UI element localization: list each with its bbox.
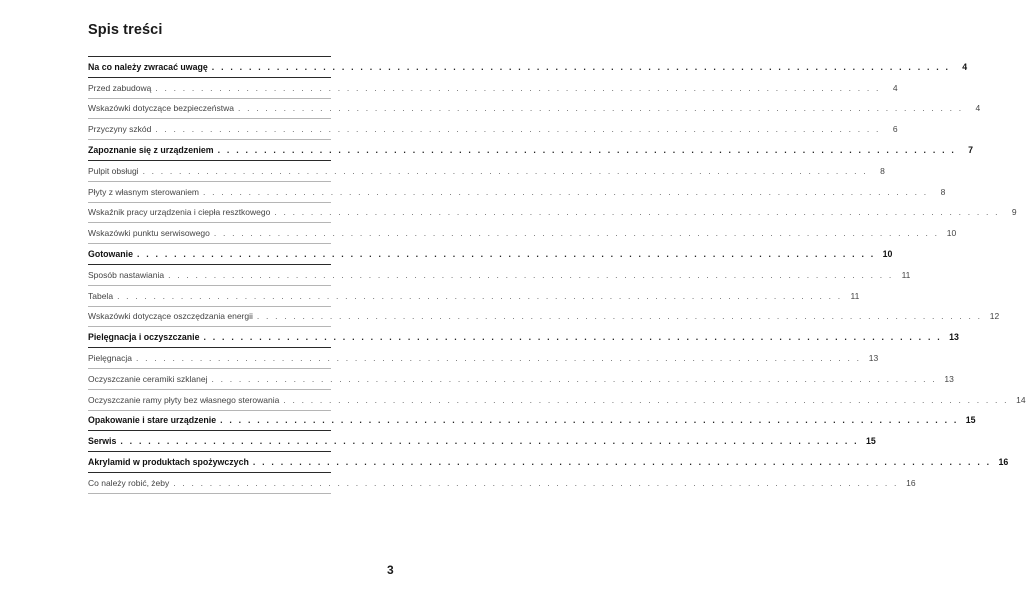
toc-entry-label: Wskazówki dotyczące bezpieczeństwa <box>88 103 234 114</box>
dot-leader: . . . . . . . . . . . . . . . . . . . . . . . . . . . . . . . . . . . . . . . . . . . . . . . . . . . . . . . . . . . . . . . . . . . . . . . . . . . . . . . . <box>237 103 964 114</box>
dot-leader: . . . . . . . . . . . . . . . . . . . . . . . . . . . . . . . . . . . . . . . . . . . . . . . . . . . . . . . . . . . . . . . . . . . . . . . . . . . . . . . . <box>252 457 992 468</box>
toc-entry-page: 8 <box>880 165 885 176</box>
dot-leader: . . . . . . . . . . . . . . . . . . . . . . . . . . . . . . . . . . . . . . . . . . . . . . . . . . . . . . . . . . . . . . . . . . . . . . . . . . . . . . . . <box>155 82 881 93</box>
toc-entry-page: 13 <box>868 353 879 364</box>
toc-entry-page: 4 <box>892 82 898 93</box>
toc-entry[interactable] <box>88 473 916 494</box>
toc-entry-label: Płyty z własnym sterowaniem <box>88 186 200 197</box>
toc-entry-page: 10 <box>882 249 893 260</box>
dot-leader: . . . . . . . . . . . . . . . . . . . . . . . . . . . . . . . . . . . . . . . . . . . . . . . . . . . . . . . . . . . . . . . . . . . . . . . . . . . . . . . . <box>142 165 868 176</box>
toc-entry-page: 16 <box>906 477 916 488</box>
toc-entry-label: Opakowanie i stare urządzenie <box>88 415 217 426</box>
toc-entry[interactable] <box>88 244 893 265</box>
toc-entry[interactable] <box>88 161 885 182</box>
toc-entry-page: 6 <box>892 124 898 135</box>
dot-leader: . . . . . . . . . . . . . . . . . . . . . . . . . . . . . . . . . . . . . . . . . . . . . . . . . . . . . . . . . . . . . . . . . . . . . . . . . . . . . . . . <box>217 145 957 156</box>
toc-entry[interactable] <box>88 452 1009 473</box>
toc-entry-page: 15 <box>965 415 976 426</box>
toc-entry-label: Tabela <box>88 290 114 301</box>
toc-entry[interactable] <box>88 327 959 348</box>
dot-leader: . . . . . . . . . . . . . . . . . . . . . . . . . . . . . . . . . . . . . . . . . . . . . . . . . . . . . . . . . . . . . . . . . . . . . . . . . . . . . . . . <box>203 332 942 343</box>
toc-entry-label: Na co należy zwracać uwagę <box>88 61 208 72</box>
toc-entry-page: 12 <box>989 311 1000 322</box>
toc-entry-label: Serwis <box>88 436 117 447</box>
toc-entry-page: 14 <box>1016 394 1026 405</box>
dot-leader: . . . . . . . . . . . . . . . . . . . . . . . . . . . . . . . . . . . . . . . . . . . . . . . . . . . . . . . . . . . . . . . . . . . . . . . . . . . . . . . . <box>168 269 894 280</box>
toc-entry[interactable] <box>88 286 860 307</box>
toc-entry-label: Pielęgnacja i oczyszczanie <box>88 332 200 343</box>
toc-entry[interactable] <box>88 99 981 120</box>
toc-entry-page: 8 <box>940 186 946 197</box>
toc-entry[interactable] <box>88 140 974 161</box>
toc-entry-label: Sposób nastawiania <box>88 269 165 280</box>
toc-entry[interactable] <box>88 411 976 432</box>
toc-entry-label: Pielęgnacja <box>88 353 132 364</box>
toc-entry-label: Przed zabudową <box>88 82 152 93</box>
toc-entry-label: Wskazówki dotyczące oszczędzania energii <box>88 311 253 322</box>
toc-entry[interactable] <box>88 119 898 140</box>
dot-leader: . . . . . . . . . . . . . . . . . . . . . . . . . . . . . . . . . . . . . . . . . . . . . . . . . . . . . . . . . . . . . . . . . . . . . . . . . . . . . . . . <box>136 249 876 260</box>
toc-entry[interactable] <box>88 223 957 244</box>
dot-leader: . . . . . . . . . . . . . . . . . . . . . . . . . . . . . . . . . . . . . . . . . . . . . . . . . . . . . . . . . . . . . . . . . . . . . . . . . . . . . . . . <box>117 290 843 301</box>
dot-leader: . . . . . . . . . . . . . . . . . . . . . . . . . . . . . . . . . . . . . . . . . . . . . . . . . . . . . . . . . . . . . . . . . . . . . . . . . . . . . . . . <box>283 394 1009 405</box>
toc-entry[interactable] <box>88 431 876 452</box>
page-number: 3 <box>387 563 394 577</box>
toc-entry-page: 4 <box>962 61 968 72</box>
toc-entry[interactable] <box>88 265 911 286</box>
dot-leader: . . . . . . . . . . . . . . . . . . . . . . . . . . . . . . . . . . . . . . . . . . . . . . . . . . . . . . . . . . . . . . . . . . . . . . . . . . . . . . . . <box>155 124 881 135</box>
toc-entry-label: Oczyszczanie ceramiki szklanej <box>88 373 208 384</box>
toc-entry-page: 13 <box>949 332 959 343</box>
dot-leader: . . . . . . . . . . . . . . . . . . . . . . . . . . . . . . . . . . . . . . . . . . . . . . . . . . . . . . . . . . . . . . . . . . . . . . . . . . . . . . . . <box>203 186 929 197</box>
toc-entry-page: 11 <box>850 290 860 301</box>
toc-entry[interactable] <box>88 78 898 99</box>
dot-leader: . . . . . . . . . . . . . . . . . . . . . . . . . . . . . . . . . . . . . . . . . . . . . . . . . . . . . . . . . . . . . . . . . . . . . . . . . . . . . . . . <box>274 207 1000 218</box>
dot-leader: . . . . . . . . . . . . . . . . . . . . . . . . . . . . . . . . . . . . . . . . . . . . . . . . . . . . . . . . . . . . . . . . . . . . . . . . . . . . . . . . <box>120 436 859 447</box>
toc-entry-label: Wskazówki punktu serwisowego <box>88 228 210 239</box>
dot-leader: . . . . . . . . . . . . . . . . . . . . . . . . . . . . . . . . . . . . . . . . . . . . . . . . . . . . . . . . . . . . . . . . . . . . . . . . . . . . . . . . <box>211 61 951 72</box>
dot-leader: . . . . . . . . . . . . . . . . . . . . . . . . . . . . . . . . . . . . . . . . . . . . . . . . . . . . . . . . . . . . . . . . . . . . . . . . . . . . . . . . <box>220 415 959 426</box>
toc-entry[interactable] <box>88 307 1000 328</box>
toc-entry-label: Gotowanie <box>88 249 133 260</box>
toc-entry-label: Zapoznanie się z urządzeniem <box>88 145 214 156</box>
dot-leader: . . . . . . . . . . . . . . . . . . . . . . . . . . . . . . . . . . . . . . . . . . . . . . . . . . . . . . . . . . . . . . . . . . . . . . . . . . . . . . . . <box>135 353 862 364</box>
toc-entry-page: 13 <box>944 373 954 384</box>
toc-entry-page: 10 <box>946 228 957 239</box>
toc-entry-page: 11 <box>901 269 911 280</box>
dot-leader: . . . . . . . . . . . . . . . . . . . . . . . . . . . . . . . . . . . . . . . . . . . . . . . . . . . . . . . . . . . . . . . . . . . . . . . . . . . . . . . . <box>211 373 937 384</box>
toc-entry-page: 7 <box>968 145 974 156</box>
toc-entry-label: Akrylamid w produktach spożywczych <box>88 457 249 468</box>
dot-leader: . . . . . . . . . . . . . . . . . . . . . . . . . . . . . . . . . . . . . . . . . . . . . . . . . . . . . . . . . . . . . . . . . . . . . . . . . . . . . . . . <box>173 477 899 488</box>
toc-entry-page: 4 <box>975 103 981 114</box>
page-title: Spis treści <box>88 22 163 38</box>
toc-entry-label: Pulpit obsługi <box>88 165 139 176</box>
toc-entry[interactable] <box>88 369 954 390</box>
toc-entry[interactable] <box>88 57 968 78</box>
toc-entry-label: Przyczyny szkód <box>88 124 152 135</box>
toc-entry-page: 16 <box>998 457 1009 468</box>
toc-entry-label: Wskaźnik pracy urządzenia i ciepła resztkowego <box>88 207 271 218</box>
toc-entry[interactable] <box>88 390 1026 411</box>
toc-entry-label: Oczyszczanie ramy płyty bez własnego sterowania <box>88 394 280 405</box>
toc-entry[interactable] <box>88 203 1017 224</box>
toc-entry-page: 15 <box>865 436 876 447</box>
dot-leader: . . . . . . . . . . . . . . . . . . . . . . . . . . . . . . . . . . . . . . . . . . . . . . . . . . . . . . . . . . . . . . . . . . . . . . . . . . . . . . . . <box>213 228 940 239</box>
toc-entry-label: Co należy robić, żeby <box>88 477 170 488</box>
toc-entry[interactable] <box>88 182 946 203</box>
dot-leader: . . . . . . . . . . . . . . . . . . . . . . . . . . . . . . . . . . . . . . . . . . . . . . . . . . . . . . . . . . . . . . . . . . . . . . . . . . . . . . . . <box>256 311 983 322</box>
table-of-contents <box>88 56 1026 494</box>
toc-entry[interactable] <box>88 348 879 369</box>
toc-entry-page: 9 <box>1011 207 1017 218</box>
